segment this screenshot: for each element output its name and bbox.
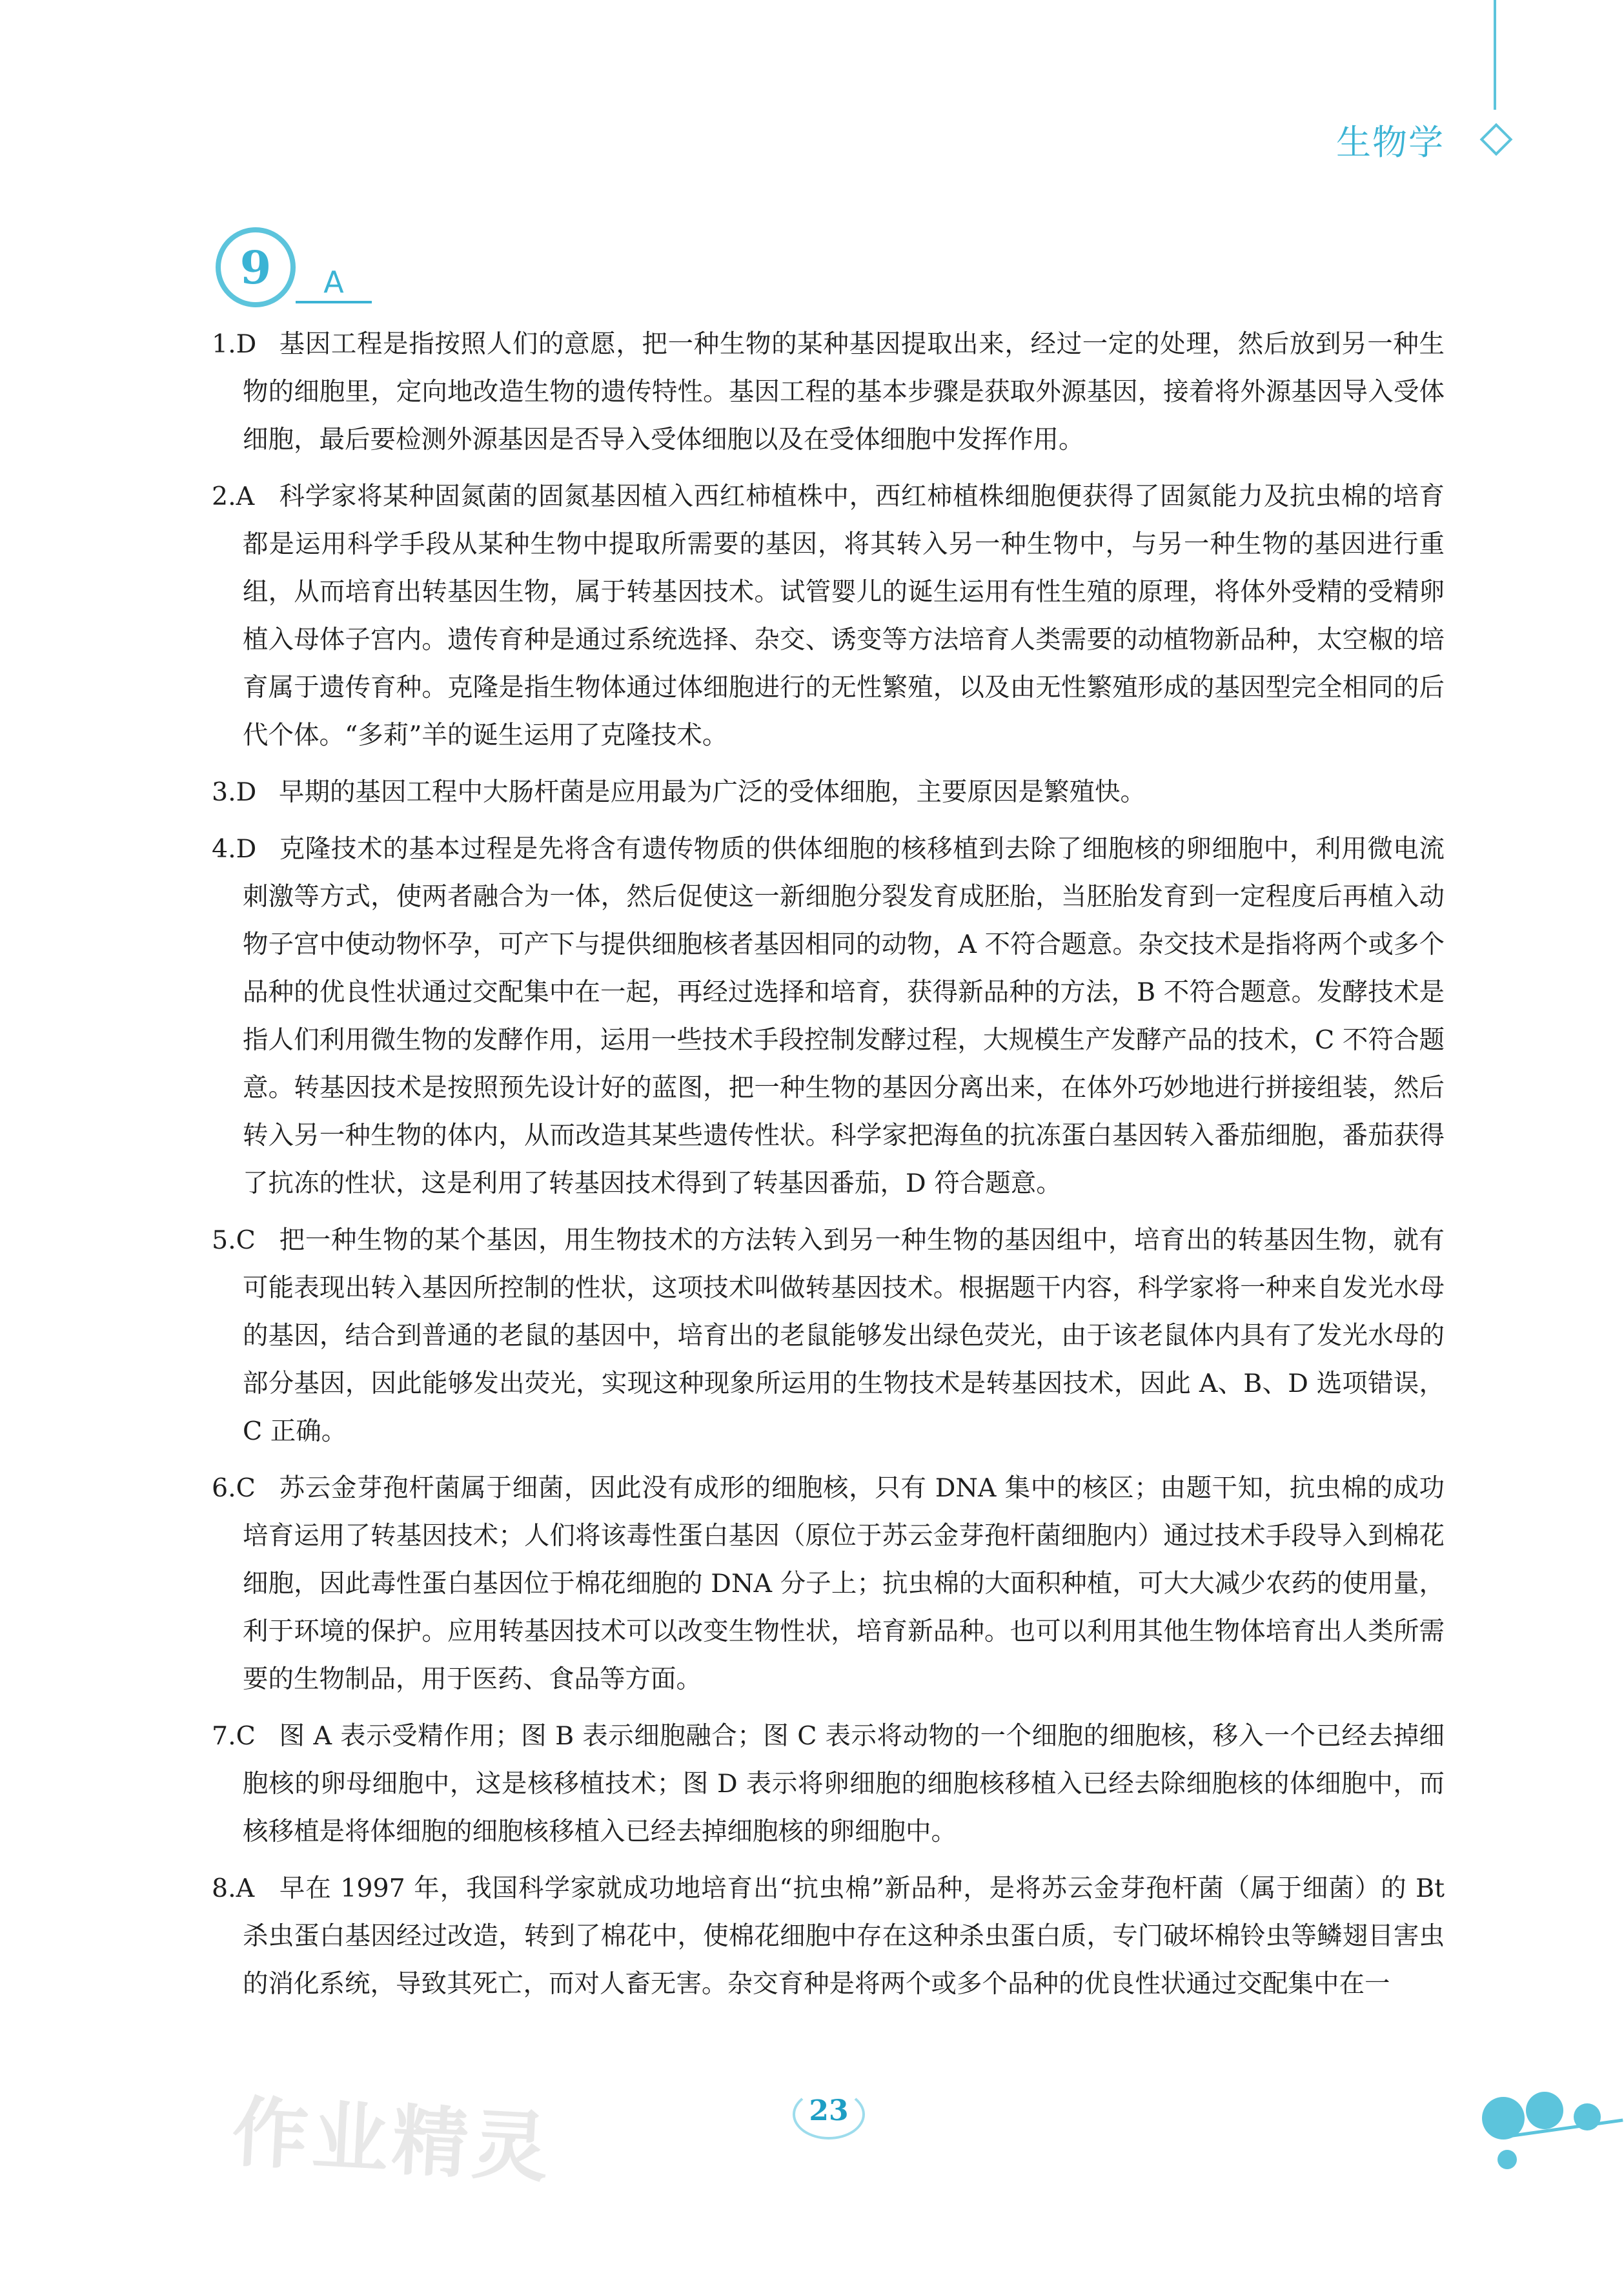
answer-item <box>212 1712 1445 1855</box>
answer-number: 4.D <box>212 834 257 864</box>
answer-item <box>212 320 1445 464</box>
answer-item <box>212 473 1445 759</box>
answer-number: 7.C <box>212 1721 256 1751</box>
answer-item <box>212 1864 1445 2008</box>
answer-number: 3.D <box>212 777 257 807</box>
page-number <box>784 2087 874 2142</box>
page-number-text: 23 <box>809 2094 849 2127</box>
answer-text: 基因工程是指按照人们的意愿，把一种生物的某种基因提取出来，经过一定的处理，然后放到另一种生物的细胞里，定向地改造生物的遗传特性。基因工程的基本步骤是获取外源基因，接着将外源基因导入受体细胞，最后要检测外源基因是否导入受体细胞以及在受体细胞中发挥作用。 <box>243 329 1445 455</box>
answer-text: 把一种生物的某个基因，用生物技术的方法转入到另一种生物的基因组中，培育出的转基因生物，就有可能表现出转入基因所控制的性状，这项技术叫做转基因技术。根据题干内容，科学家将一种来自发光水母的基因，结合到普通的老鼠的基因中，培育出的老鼠能够发出绿色荧光，由于该老鼠体内具有了发光水母的部分基因，因此能够发出荧光，实现这种现象所运用的生物技术是转基因技术，因此 A、B、D 选项错误，C 正确。 <box>243 1225 1445 1446</box>
answer-text: 科学家将某种固氮菌的固氮基因植入西红柿植株中，西红柿植株细胞便获得了固氮能力及抗虫棉的培育都是运用科学手段从某种生物中提取所需要的基因，将其转入另一种生物中，与另一种生物的基因进行重组，从而培育出转基因生物，属于转基因技术。试管婴儿的诞生运用有性生殖的原理，将体外受精的受精卵植入母体子宫内。遗传育种是通过系统选择、杂交、诱变等方法培育人类需要的动植物新品种，太空椒的培育属于遗传育种。克隆是指生物体通过体细胞进行的无性繁殖，以及由无性繁殖形成的基因型完全相同的后代个体。“多莉”羊的诞生运用了克隆技术。 <box>243 482 1445 750</box>
answer-item <box>212 1464 1445 1703</box>
subject-title: 生物学 <box>1336 122 1445 163</box>
section-subtitle: A <box>296 265 372 303</box>
answer-text: 苏云金芽孢杆菌属于细菌，因此没有成形的细胞核，只有 DNA 集中的核区；由题干知，抗虫棉的成功培育运用了转基因技术；人们将该毒性蛋白基因（原位于苏云金芽孢杆菌细胞内）通过技术手段导入到棉花细胞，因此毒性蛋白基因位于棉花细胞的 DNA 分子上；抗虫棉的大面积种植，可大大减少农药的使用量，利于环境的保护。应用转基因技术可以改变生物性状，培育新品种。也可以利用其他生物体培育出人类所需要的生物制品，用于医药、食品等方面。 <box>243 1473 1445 1694</box>
answer-number: 5.C <box>212 1225 256 1255</box>
answer-number: 2.A <box>212 482 255 511</box>
answer-number: 6.C <box>212 1473 256 1503</box>
answer-text: 早期的基因工程中大肠杆菌是应用最为广泛的受体细胞，主要原因是繁殖快。 <box>279 777 1146 807</box>
answer-item <box>212 768 1445 816</box>
watermark-logo: 作业精灵 <box>230 2087 554 2193</box>
answer-text: 图 A 表示受精作用；图 B 表示细胞融合；图 C 表示将动物的一个细胞的细胞核，移入一个已经去掉细胞核的卵母细胞中，这是核移植技术；图 D 表示将卵细胞的细胞核移植入已经去除细胞核的体细胞中，而核移植是将体细胞的细胞核移植入已经去掉细胞核的卵细胞中。 <box>243 1721 1445 1846</box>
answer-number: 8.A <box>212 1874 255 1903</box>
section-number-badge: 9 <box>216 227 296 307</box>
diamond-icon <box>1480 123 1513 156</box>
answer-text: 早在 1997 年，我国科学家就成功地培育出“抗虫棉”新品种，是将苏云金芽孢杆菌（属于细菌）的 Bt 杀虫蛋白基因经过改造，转到了棉花中，使棉花细胞中存在这种杀虫蛋白质，专门破坏棉铃虫等鳞翅目害虫的消化系统，导致其死亡，而对人畜无害。杂交育种是将两个或多个品种的优良性状通过交配集中在一 <box>243 1874 1445 1999</box>
answer-number: 1.D <box>212 329 257 359</box>
header-rule <box>1494 0 1496 110</box>
answer-list <box>212 320 1445 2017</box>
answer-item <box>212 825 1445 1207</box>
answer-text: 克隆技术的基本过程是先将含有遗传物质的供体细胞的核移植到去除了细胞核的卵细胞中，利用微电流刺激等方式，使两者融合为一体，然后促使这一新细胞分裂发育成胚胎，当胚胎发育到一定程度后再植入动物子宫中使动物怀孕，可产下与提供细胞核者基因相同的动物，A 不符合题意。杂交技术是指将两个或多个品种的优良性状通过交配集中在一起，再经过选择和培育，获得新品种的方法，B 不符合题意。发酵技术是指人们利用微生物的发酵作用，运用一些技术手段控制发酵过程，大规模生产发酵产品的技术，C 不符合题意。转基因技术是按照预先设计好的蓝图，把一种生物的基因分离出来，在体外巧妙地进行拼接组装，然后转入另一种生物的体内，从而改造其某些遗传性状。科学家把海鱼的抗冻蛋白基因转入番茄细胞，番茄获得了抗冻的性状，这是利用了转基因技术得到了转基因番茄，D 符合题意。 <box>243 834 1445 1198</box>
answer-item <box>212 1216 1445 1455</box>
